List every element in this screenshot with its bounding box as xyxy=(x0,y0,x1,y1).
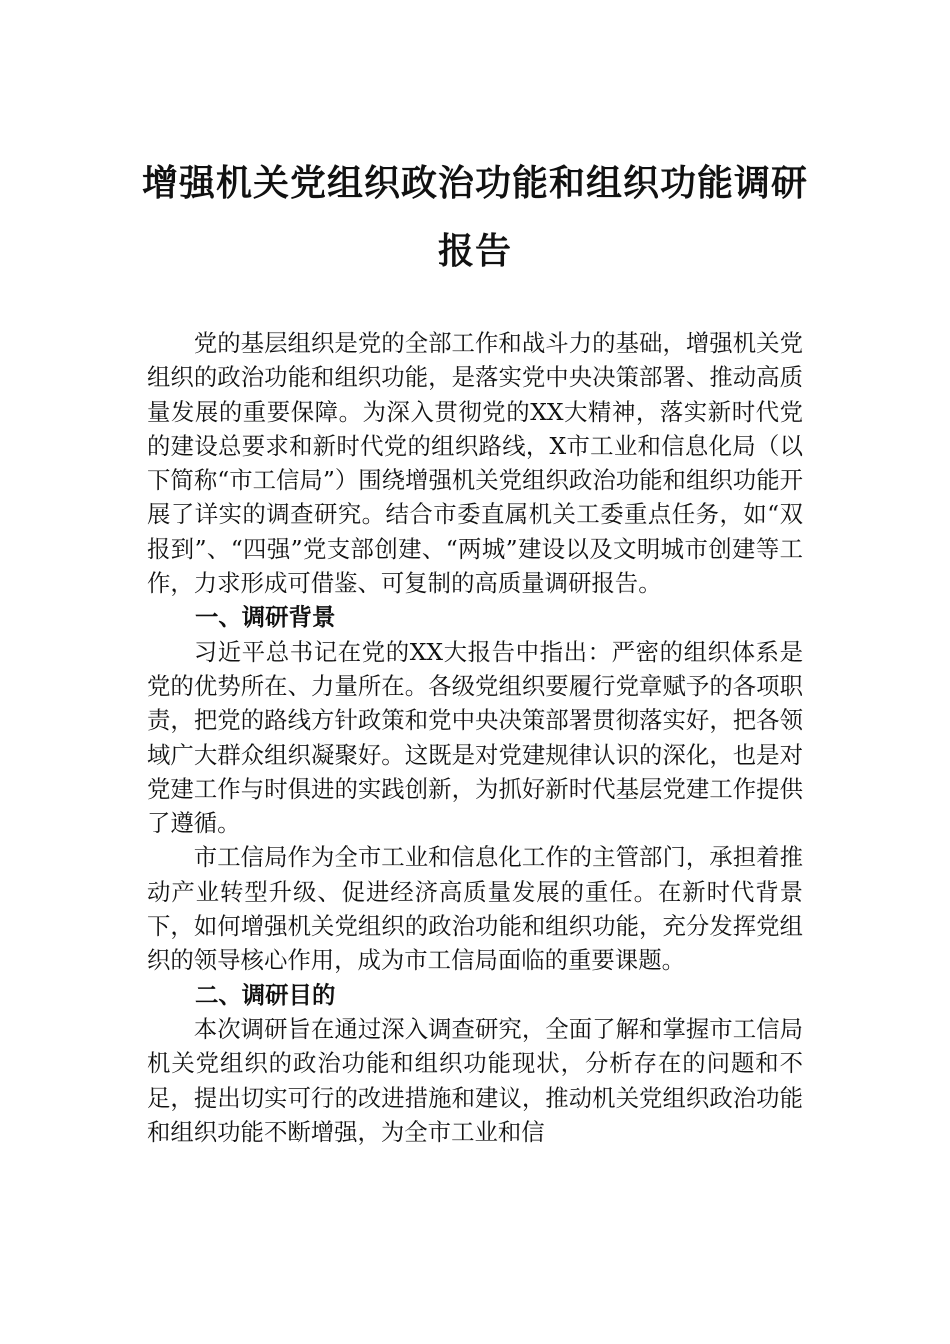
document-title-line-2: 报告 xyxy=(437,231,512,272)
document-body xyxy=(147,326,803,1149)
section-heading-background: 一、调研背景 xyxy=(195,603,336,632)
background-paragraph-2: 市工信局作为全市工业和信息化工作的主管部门，承担着推动产业转型升级、促进经济高质量发展的重任。在新时代背景下，如何增强机关党组织的政治功能和组织功能，充分发挥党组织的领导核心作用，成为市工信局面临的重要课题。 xyxy=(147,843,803,975)
purpose-paragraph-1: 本次调研旨在通过深入调查研究，全面了解和掌握市工信局机关党组织的政治功能和组织功能现状，分析存在的问题和不足，提出切实可行的改进措施和建议，推动机关党组织政治功能和组织功能不断增强，为全市工业和信 xyxy=(147,1014,803,1146)
document-title-line-1: 增强机关党组织政治功能和组织功能调研 xyxy=(141,163,808,204)
intro-paragraph: 党的基层组织是党的全部工作和战斗力的基础，增强机关党组织的政治功能和组织功能，是落实党中央决策部署、推动高质量发展的重要保障。为深入贯彻党的XX大精神，落实新时代党的建设总要求和新时代党的组织路线，X市工业和信息化局（以下简称“市工信局”）围绕增强机关党组织政治功能和组织功能开展了详实的调查研究。结合市委直属机关工委重点任务，如“双报到”、“四强”党支部创建、“两城”建设以及文明城市创建等工作，力求形成可借鉴、可复制的高质量调研报告。 xyxy=(147,329,803,598)
background-paragraph-1: 习近平总书记在党的XX大报告中指出：严密的组织体系是党的优势所在、力量所在。各级党组织要履行党章赋予的各项职责，把党的路线方针政策和党中央决策部署贯彻落实好，把各领域广大群众组织凝聚好。这既是对党建规律认识的深化，也是对党建工作与时俱进的实践创新，为抓好新时代基层党建工作提供了遵循。 xyxy=(147,637,803,838)
section-heading-purpose: 二、调研目的 xyxy=(195,980,336,1009)
